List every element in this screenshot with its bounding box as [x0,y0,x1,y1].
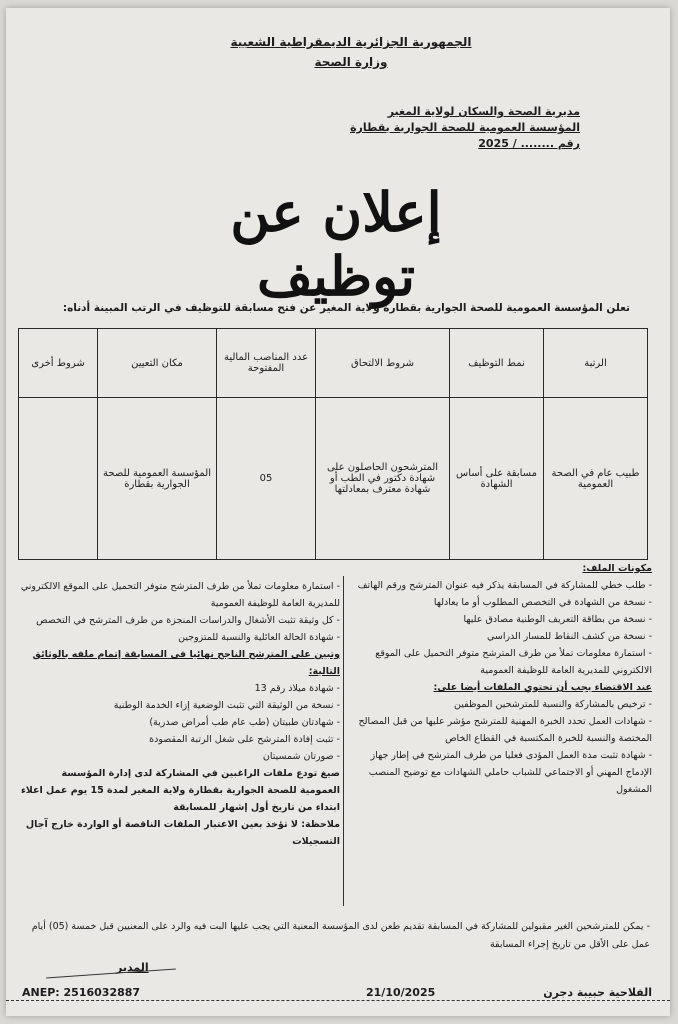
directorate-line-1: مديرية الصحة والسكان لولاية المغير [387,105,580,118]
intro-text: تعلن المؤسسة العمومية للصحة الجوارية بقطارة ولاية المغير عن فتح مسابقة للتوظيف في الرتب المبينة أدناه: [62,302,630,314]
appeal-note: - يمكن للمترشحين الغير مقبولين للمشاركة في المسابقة تقديم طعن لدى المؤسسة المعنية التي يجب عليها البت فيه والرد على المعنيين قبل خمسة (05) أيام عمل على الأقل من تاريخ إجراء المسابقة [31,921,650,950]
list-item: - نسخة من الشهادة في التخصص المطلوب أو ما يعادلها [433,597,652,608]
list-item: - نسخة من كشف النقاط للمسار الدراسي [486,631,652,642]
signature-scribble [46,968,176,978]
header-recruitment-mode: نمط التوظيف [450,329,544,398]
list-item: - شهادات العمل تحدد الخبرة المهنية للمترشح مؤشر عليها من قبل المصالح المختصة والنسبة للخبرة المكتسبة في القطاع الخاص [358,716,652,744]
newspaper-name: الفلاحية حبيبة دجرن [543,986,652,999]
list-item: - نسخة من بطاقة التعريف الوطنية مصادق عليها [463,614,652,625]
ministry-title: وزارة الصحة [314,55,388,69]
list-item: مكونات الملف: [582,563,652,574]
document-page [6,8,670,1016]
header-conditions: شروط الالتحاق [316,329,450,398]
signature-label: المدير [116,961,149,974]
anep-number: ANEP: 2516032887 [22,986,141,999]
list-item: - ترخيص بالمشاركة والنسبة للمترشحين الموظفين [454,699,652,710]
cell-positions: 05 [217,398,316,560]
cell-conditions: المترشحون الحاصلون على شهادة دكتور في الطب أو شهادة معترف بمعادلتها [316,398,450,560]
directorate-block [330,104,580,152]
table-row [19,398,648,560]
republic-title: الجمهورية الجزائرية الديمقراطية الشعبية [230,35,472,49]
list-item: - شهادة ميلاد رقم 13 [254,683,340,694]
list-item: - استمارة معلومات تملأ من طرف المترشح متوفر التحميل على الموقع الالكتروني للمديرية العامة للوظيفة العمومية [20,581,340,609]
cell-other [19,398,98,560]
list-item: ملاحظة: لا تؤخذ بعين الاعتبار الملفات الناقصة أو الواردة خارج آجال التسجيلات [25,819,340,847]
header [186,32,516,72]
list-item: وتبين على المترشح الناجح نهائيا في المسابقة إتمام ملفه بالوثائق التالية: [32,649,340,677]
file-components [356,560,652,798]
list-item: - طلب خطي للمشاركة في المسابقة يذكر فيه عنوان المترشح ورقم الهاتف [357,580,652,591]
list-item: - شهادتان طبيتان (طب عام طب أمراض صدرية) [149,717,340,728]
list-item: - نسخة من الوثيقة التي تثبت الوضعية إزاء الخدمة الوطنية [113,700,340,711]
cell-recruitment-mode: مسابقة على أساس الشهادة [450,398,544,560]
column-divider [343,576,344,906]
reference-number: رقم ........ / 2025 [478,137,580,150]
list-item: صيغ تودع ملفات الراغبين في المشاركة لدى إدارة المؤسسة العمومية للصحة الجوارية بقطارة ولاية المغير لمدة 15 يوم عمل اعلاء ابتداء من تاريخ أول إشهار للمسابقة [20,768,340,813]
header-positions: عدد المناصب المالية المفتوحة [217,329,316,398]
additional-documents [20,578,340,850]
footer-divider [6,1000,670,1001]
cell-location: المؤسسة العمومية للصحة الجوارية بقطارة [98,398,217,560]
header-rank: الرتبة [544,329,648,398]
jobs-table [18,328,648,560]
directorate-line-2: المؤسسة العمومية للصحة الجوارية بقطارة [350,121,580,134]
list-item: عند الاقتضاء يجب أن تحتوي الملفات أيضا على: [433,682,652,693]
list-item: - شهادة تثبت مدة العمل المؤدى فعليا من طرف المترشح في إطار جهاز الإدماج المهني أو الاجتماعي للشباب حاملي الشهادات مع توضيح المنصب المشغول [368,750,652,795]
list-item: - صورتان شمسيتان [262,751,340,762]
table-header-row [19,329,648,398]
list-item: - استمارة معلومات تملأ من طرف المترشح متوفر التحميل على الموقع الالكتروني للمديرية العامة للوظيفة العمومية [375,648,652,676]
publication-date: 21/10/2025 [366,986,436,999]
list-item: - كل وثيقة تثبت الأشغال والدراسات المنجزة من طرف المترشح في التخصص [36,615,340,626]
header-other: شروط أخرى [19,329,98,398]
page-title: إعلان عن توظيف [230,180,442,308]
header-location: مكان التعيين [98,329,217,398]
cell-rank: طبيب عام في الصحة العمومية [544,398,648,560]
list-item: - تثبت إفادة المترشح على شغل الرتبة المقصودة [149,734,340,745]
list-item: - شهادة الحالة العائلية والنسبة للمتزوجين [178,632,340,643]
